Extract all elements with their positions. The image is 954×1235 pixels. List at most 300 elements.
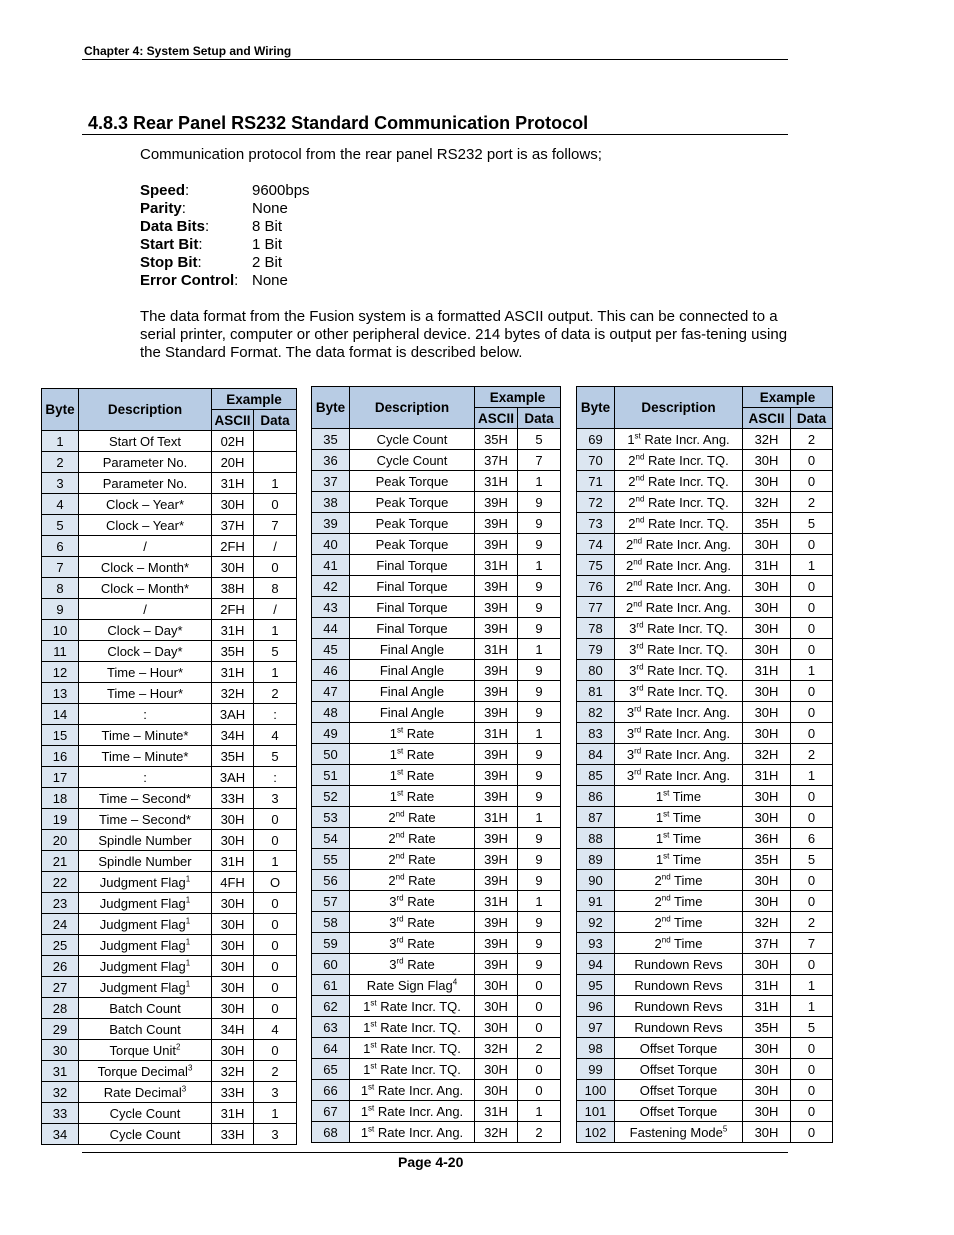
- byte-cell: 41: [312, 555, 350, 576]
- byte-cell: 33: [42, 1103, 79, 1124]
- description-cell: Clock – Year*: [79, 515, 212, 536]
- byte-cell: 59: [312, 933, 350, 954]
- header-ascii: ASCII: [212, 410, 254, 431]
- data-cell: 1: [791, 975, 833, 996]
- ascii-cell: 30H: [743, 954, 791, 975]
- byte-cell: 96: [577, 996, 615, 1017]
- byte-cell: 21: [42, 851, 79, 872]
- data-cell: :: [254, 704, 297, 725]
- header-data: Data: [518, 408, 561, 429]
- ascii-cell: 30H: [743, 1122, 791, 1143]
- data-cell: 1: [791, 996, 833, 1017]
- ascii-cell: 32H: [212, 1061, 254, 1082]
- byte-cell: 15: [42, 725, 79, 746]
- byte-cell: 88: [577, 828, 615, 849]
- description-cell: 2nd Rate Incr. TQ.: [615, 450, 743, 471]
- ascii-cell: 39H: [475, 492, 518, 513]
- table-row: [312, 765, 561, 786]
- description-cell: 3rd Rate Incr. Ang.: [615, 744, 743, 765]
- description-cell: 1st Rate: [350, 786, 475, 807]
- table-row: [577, 492, 833, 513]
- description-cell: :: [79, 767, 212, 788]
- description-cell: Rundown Revs: [615, 1017, 743, 1038]
- setting-value: None: [252, 272, 288, 289]
- description-cell: Time – Second*: [79, 809, 212, 830]
- data-cell: 0: [254, 809, 297, 830]
- settings-list: [140, 182, 310, 290]
- description-cell: 1st Time: [615, 849, 743, 870]
- table-row: [312, 534, 561, 555]
- ascii-cell: 30H: [743, 681, 791, 702]
- byte-cell: 4: [42, 494, 79, 515]
- description-cell: Time – Hour*: [79, 662, 212, 683]
- table-row: [42, 956, 297, 977]
- ascii-cell: 30H: [212, 956, 254, 977]
- byte-cell: 86: [577, 786, 615, 807]
- table-row: [312, 786, 561, 807]
- byte-cell: 18: [42, 788, 79, 809]
- setting-value: 8 Bit: [252, 218, 283, 235]
- description-cell: Final Angle: [350, 702, 475, 723]
- data-cell: 3: [254, 788, 297, 809]
- description-cell: Clock – Year*: [79, 494, 212, 515]
- data-cell: 0: [518, 1059, 561, 1080]
- data-cell: 9: [518, 534, 561, 555]
- table-row: [42, 977, 297, 998]
- data-cell: 0: [518, 1080, 561, 1101]
- byte-cell: 99: [577, 1059, 615, 1080]
- description-cell: 3rd Rate Incr. TQ.: [615, 660, 743, 681]
- table-row: [312, 870, 561, 891]
- table-row: [42, 1124, 297, 1145]
- description-cell: 1st Rate Incr. Ang.: [350, 1080, 475, 1101]
- description-cell: Final Torque: [350, 576, 475, 597]
- byte-cell: 34: [42, 1124, 79, 1145]
- byte-cell: 31: [42, 1061, 79, 1082]
- description-cell: Cycle Count: [350, 429, 475, 450]
- description-cell: Final Angle: [350, 660, 475, 681]
- footnote-marker: 1: [185, 979, 191, 989]
- table-row: [42, 725, 297, 746]
- byte-cell: 100: [577, 1080, 615, 1101]
- description-cell: 2nd Rate: [350, 849, 475, 870]
- description-cell: 2nd Time: [615, 933, 743, 954]
- title-divider: [82, 134, 788, 135]
- byte-cell: 48: [312, 702, 350, 723]
- setting-row: [140, 254, 310, 272]
- description-cell: Peak Torque: [350, 471, 475, 492]
- ascii-cell: 30H: [743, 450, 791, 471]
- ascii-cell: 39H: [475, 681, 518, 702]
- data-cell: 9: [518, 702, 561, 723]
- ascii-cell: 31H: [743, 555, 791, 576]
- setting-row: [140, 236, 310, 254]
- table-row: [577, 975, 833, 996]
- data-cell: 5: [254, 641, 297, 662]
- footnote-marker: 1: [185, 937, 191, 947]
- description-cell: Final Torque: [350, 597, 475, 618]
- ascii-cell: 30H: [743, 471, 791, 492]
- description-cell: 1st Time: [615, 786, 743, 807]
- description-cell: 1st Rate Incr. Ang.: [615, 429, 743, 450]
- byte-cell: 27: [42, 977, 79, 998]
- ascii-cell: 30H: [212, 998, 254, 1019]
- description-cell: 2nd Rate Incr. TQ.: [615, 471, 743, 492]
- description-cell: Rate Sign Flag$^4$: [350, 975, 475, 996]
- data-cell: 9: [518, 786, 561, 807]
- ascii-cell: 30H: [212, 935, 254, 956]
- description-cell: Rundown Revs: [615, 975, 743, 996]
- ascii-cell: 31H: [475, 471, 518, 492]
- chapter-header: Chapter 4: System Setup and Wiring: [84, 44, 292, 58]
- description-cell: 2nd Rate Incr. Ang.: [615, 555, 743, 576]
- description-cell: 2nd Rate Incr. TQ.: [615, 513, 743, 534]
- table-row: [577, 597, 833, 618]
- data-cell: 1: [518, 807, 561, 828]
- table-row: [42, 851, 297, 872]
- description-cell: Final Torque: [350, 618, 475, 639]
- byte-cell: 73: [577, 513, 615, 534]
- byte-cell: 89: [577, 849, 615, 870]
- description-cell: Time – Minute*: [79, 746, 212, 767]
- table-row: [312, 975, 561, 996]
- data-cell: 0: [791, 534, 833, 555]
- byte-cell: 93: [577, 933, 615, 954]
- byte-cell: 84: [577, 744, 615, 765]
- ascii-cell: 20H: [212, 452, 254, 473]
- description-cell: Judgment Flag$^1$: [79, 893, 212, 914]
- data-cell: 0: [791, 597, 833, 618]
- description-cell: Rate Decimal$^3$: [79, 1082, 212, 1103]
- data-cell: 4: [254, 1019, 297, 1040]
- setting-row: [140, 200, 310, 218]
- ascii-cell: 35H: [743, 513, 791, 534]
- footnote-marker: 5: [722, 1124, 728, 1134]
- footnote-marker: 4: [452, 977, 458, 987]
- description-cell: 1st Rate Incr. TQ.: [350, 1038, 475, 1059]
- byte-cell: 8: [42, 578, 79, 599]
- table-row: [312, 702, 561, 723]
- ascii-cell: 30H: [212, 809, 254, 830]
- byte-cell: 71: [577, 471, 615, 492]
- data-table-2: [311, 386, 561, 1143]
- ascii-cell: 32H: [743, 492, 791, 513]
- description-cell: Torque Unit$^2$: [79, 1040, 212, 1061]
- byte-cell: 35: [312, 429, 350, 450]
- footnote-marker: 1: [185, 958, 191, 968]
- byte-cell: 46: [312, 660, 350, 681]
- byte-cell: 97: [577, 1017, 615, 1038]
- description-cell: Time – Hour*: [79, 683, 212, 704]
- description-cell: Start Of Text: [79, 431, 212, 452]
- description-cell: 1st Rate Incr. Ang.: [350, 1122, 475, 1143]
- ascii-cell: 30H: [475, 1080, 518, 1101]
- data-cell: 0: [791, 891, 833, 912]
- setting-key: Speed:: [140, 182, 190, 199]
- data-cell: 9: [518, 660, 561, 681]
- table-row: [577, 702, 833, 723]
- table-row: [577, 786, 833, 807]
- table-row: [577, 807, 833, 828]
- table-row: [42, 893, 297, 914]
- table-row: [312, 891, 561, 912]
- byte-cell: 17: [42, 767, 79, 788]
- data-cell: 0: [254, 830, 297, 851]
- ascii-cell: 39H: [475, 660, 518, 681]
- ascii-cell: 37H: [212, 515, 254, 536]
- ascii-cell: 30H: [743, 534, 791, 555]
- data-cell: 0: [791, 1080, 833, 1101]
- description-cell: :: [79, 704, 212, 725]
- byte-cell: 66: [312, 1080, 350, 1101]
- ascii-cell: 30H: [212, 830, 254, 851]
- ascii-cell: 31H: [212, 851, 254, 872]
- table-row: [312, 744, 561, 765]
- table-row: [577, 723, 833, 744]
- description-cell: /: [79, 536, 212, 557]
- data-cell: 5: [791, 1017, 833, 1038]
- data-cell: 0: [791, 618, 833, 639]
- description-paragraph: The data format from the Fusion system is a formatted ASCII output. This can be connected to a serial printer, computer or other peripheral device. 214 bytes of data is output per fas-tening using the Standard Format. The data format is described below.: [140, 308, 788, 361]
- ascii-cell: 30H: [212, 977, 254, 998]
- description-cell: Judgment Flag$^1$: [79, 872, 212, 893]
- table-row: [42, 641, 297, 662]
- setting-row: [140, 218, 310, 236]
- header-description: Description: [615, 387, 743, 429]
- ascii-cell: 39H: [475, 534, 518, 555]
- data-cell: 2: [254, 1061, 297, 1082]
- ascii-cell: 30H: [743, 702, 791, 723]
- header-byte: Byte: [577, 387, 615, 429]
- description-cell: Offset Torque: [615, 1059, 743, 1080]
- ascii-cell: 32H: [475, 1122, 518, 1143]
- data-cell: 9: [518, 618, 561, 639]
- byte-cell: 70: [577, 450, 615, 471]
- byte-cell: 102: [577, 1122, 615, 1143]
- byte-cell: 60: [312, 954, 350, 975]
- data-cell: 5: [791, 849, 833, 870]
- header-byte: Byte: [312, 387, 350, 429]
- byte-cell: 72: [577, 492, 615, 513]
- data-cell: 0: [254, 1040, 297, 1061]
- table-row: [42, 557, 297, 578]
- byte-cell: 32: [42, 1082, 79, 1103]
- description-cell: 1st Rate Incr. Ang.: [350, 1101, 475, 1122]
- ascii-cell: 30H: [212, 557, 254, 578]
- data-cell: 1: [791, 765, 833, 786]
- description-cell: Spindle Number: [79, 830, 212, 851]
- table-row: [577, 534, 833, 555]
- table-row: [312, 1101, 561, 1122]
- description-cell: Clock – Day*: [79, 641, 212, 662]
- table-row: [312, 996, 561, 1017]
- table-row: [312, 639, 561, 660]
- byte-cell: 76: [577, 576, 615, 597]
- description-cell: 2nd Time: [615, 870, 743, 891]
- ascii-cell: 30H: [743, 807, 791, 828]
- table-row: [577, 891, 833, 912]
- setting-value: 1 Bit: [252, 236, 283, 253]
- ascii-cell: 35H: [212, 641, 254, 662]
- data-cell: 9: [518, 828, 561, 849]
- table-row: [42, 1082, 297, 1103]
- ascii-cell: 31H: [743, 765, 791, 786]
- ascii-cell: 33H: [212, 788, 254, 809]
- table-row: [312, 954, 561, 975]
- ascii-cell: 31H: [743, 660, 791, 681]
- byte-cell: 50: [312, 744, 350, 765]
- footnote-marker: 2: [176, 1042, 181, 1052]
- byte-cell: 95: [577, 975, 615, 996]
- table-row: [312, 555, 561, 576]
- byte-cell: 55: [312, 849, 350, 870]
- header-example: Example: [743, 387, 833, 408]
- header-description: Description: [350, 387, 475, 429]
- table-row: [312, 450, 561, 471]
- table-row: [577, 1038, 833, 1059]
- data-cell: 7: [791, 933, 833, 954]
- ascii-cell: 37H: [743, 933, 791, 954]
- ascii-cell: 31H: [475, 891, 518, 912]
- description-cell: Parameter No.: [79, 452, 212, 473]
- table-row: [312, 1122, 561, 1143]
- data-cell: 1: [518, 471, 561, 492]
- ascii-cell: 39H: [475, 954, 518, 975]
- data-cell: 9: [518, 933, 561, 954]
- data-cell: 0: [254, 914, 297, 935]
- ascii-cell: 39H: [475, 786, 518, 807]
- setting-key: Parity:: [140, 200, 186, 217]
- data-cell: 8: [254, 578, 297, 599]
- ascii-cell: 2FH: [212, 599, 254, 620]
- ascii-cell: 39H: [475, 765, 518, 786]
- table-row: [42, 788, 297, 809]
- data-cell: O: [254, 872, 297, 893]
- ascii-cell: 35H: [743, 849, 791, 870]
- description-cell: 2nd Rate Incr. Ang.: [615, 534, 743, 555]
- data-cell: 0: [791, 786, 833, 807]
- ascii-cell: 30H: [475, 996, 518, 1017]
- ascii-cell: 31H: [212, 473, 254, 494]
- description-cell: 3rd Rate: [350, 891, 475, 912]
- description-cell: 2nd Rate: [350, 870, 475, 891]
- table-row: [312, 597, 561, 618]
- byte-cell: 24: [42, 914, 79, 935]
- data-cell: 1: [518, 1101, 561, 1122]
- table-row: [42, 704, 297, 725]
- byte-cell: 82: [577, 702, 615, 723]
- data-cell: 0: [791, 471, 833, 492]
- byte-cell: 43: [312, 597, 350, 618]
- ascii-cell: 34H: [212, 725, 254, 746]
- byte-cell: 47: [312, 681, 350, 702]
- ascii-cell: 39H: [475, 870, 518, 891]
- data-cell: 9: [518, 576, 561, 597]
- byte-cell: 68: [312, 1122, 350, 1143]
- table-row: [577, 954, 833, 975]
- data-cell: 2: [791, 429, 833, 450]
- ascii-cell: 35H: [743, 1017, 791, 1038]
- byte-cell: 90: [577, 870, 615, 891]
- description-cell: 2nd Rate Incr. Ang.: [615, 597, 743, 618]
- description-cell: Spindle Number: [79, 851, 212, 872]
- data-cell: /: [254, 599, 297, 620]
- byte-cell: 69: [577, 429, 615, 450]
- ascii-cell: 30H: [743, 618, 791, 639]
- table-row: [42, 830, 297, 851]
- table-row: [577, 660, 833, 681]
- data-cell: 0: [791, 1101, 833, 1122]
- ascii-cell: 32H: [743, 744, 791, 765]
- ascii-cell: 31H: [212, 662, 254, 683]
- description-cell: Parameter No.: [79, 473, 212, 494]
- table-row: [577, 1122, 833, 1143]
- table-row: [577, 1017, 833, 1038]
- header-byte: Byte: [42, 389, 79, 431]
- byte-cell: 75: [577, 555, 615, 576]
- table-row: [577, 429, 833, 450]
- description-cell: 2nd Rate Incr. Ang.: [615, 576, 743, 597]
- table-row: [312, 660, 561, 681]
- description-cell: 1st Time: [615, 807, 743, 828]
- ascii-cell: 30H: [743, 1101, 791, 1122]
- table-row: [577, 828, 833, 849]
- table-row: [577, 576, 833, 597]
- data-cell: 1: [254, 851, 297, 872]
- description-cell: 1st Rate: [350, 765, 475, 786]
- description-cell: 1st Rate: [350, 723, 475, 744]
- data-cell: 1: [518, 639, 561, 660]
- byte-cell: 49: [312, 723, 350, 744]
- byte-cell: 98: [577, 1038, 615, 1059]
- ascii-cell: 39H: [475, 849, 518, 870]
- table-row: [42, 494, 297, 515]
- data-cell: 1: [518, 723, 561, 744]
- data-cell: 3: [254, 1124, 297, 1145]
- data-cell: 5: [791, 513, 833, 534]
- byte-cell: 94: [577, 954, 615, 975]
- table-row: [42, 473, 297, 494]
- byte-cell: 85: [577, 765, 615, 786]
- description-cell: Judgment Flag$^1$: [79, 914, 212, 935]
- description-cell: Torque Decimal$^3$: [79, 1061, 212, 1082]
- byte-cell: 64: [312, 1038, 350, 1059]
- table-row: [577, 471, 833, 492]
- ascii-cell: 2FH: [212, 536, 254, 557]
- footnote-marker: 1: [185, 874, 191, 884]
- ascii-cell: 30H: [212, 893, 254, 914]
- description-cell: Judgment Flag$^1$: [79, 956, 212, 977]
- table-row: [312, 1017, 561, 1038]
- description-cell: Judgment Flag$^1$: [79, 977, 212, 998]
- data-cell: 0: [254, 494, 297, 515]
- byte-cell: 1: [42, 431, 79, 452]
- table-row: [577, 1101, 833, 1122]
- table-row: [312, 1038, 561, 1059]
- setting-row: [140, 182, 310, 200]
- table-row: [312, 576, 561, 597]
- description-cell: 1st Rate Incr. TQ.: [350, 1059, 475, 1080]
- byte-cell: 65: [312, 1059, 350, 1080]
- table-row: [312, 429, 561, 450]
- table-row: [312, 723, 561, 744]
- description-cell: Clock – Month*: [79, 578, 212, 599]
- byte-cell: 29: [42, 1019, 79, 1040]
- table-row: [42, 1103, 297, 1124]
- data-cell: :: [254, 767, 297, 788]
- data-cell: 9: [518, 492, 561, 513]
- byte-cell: 37: [312, 471, 350, 492]
